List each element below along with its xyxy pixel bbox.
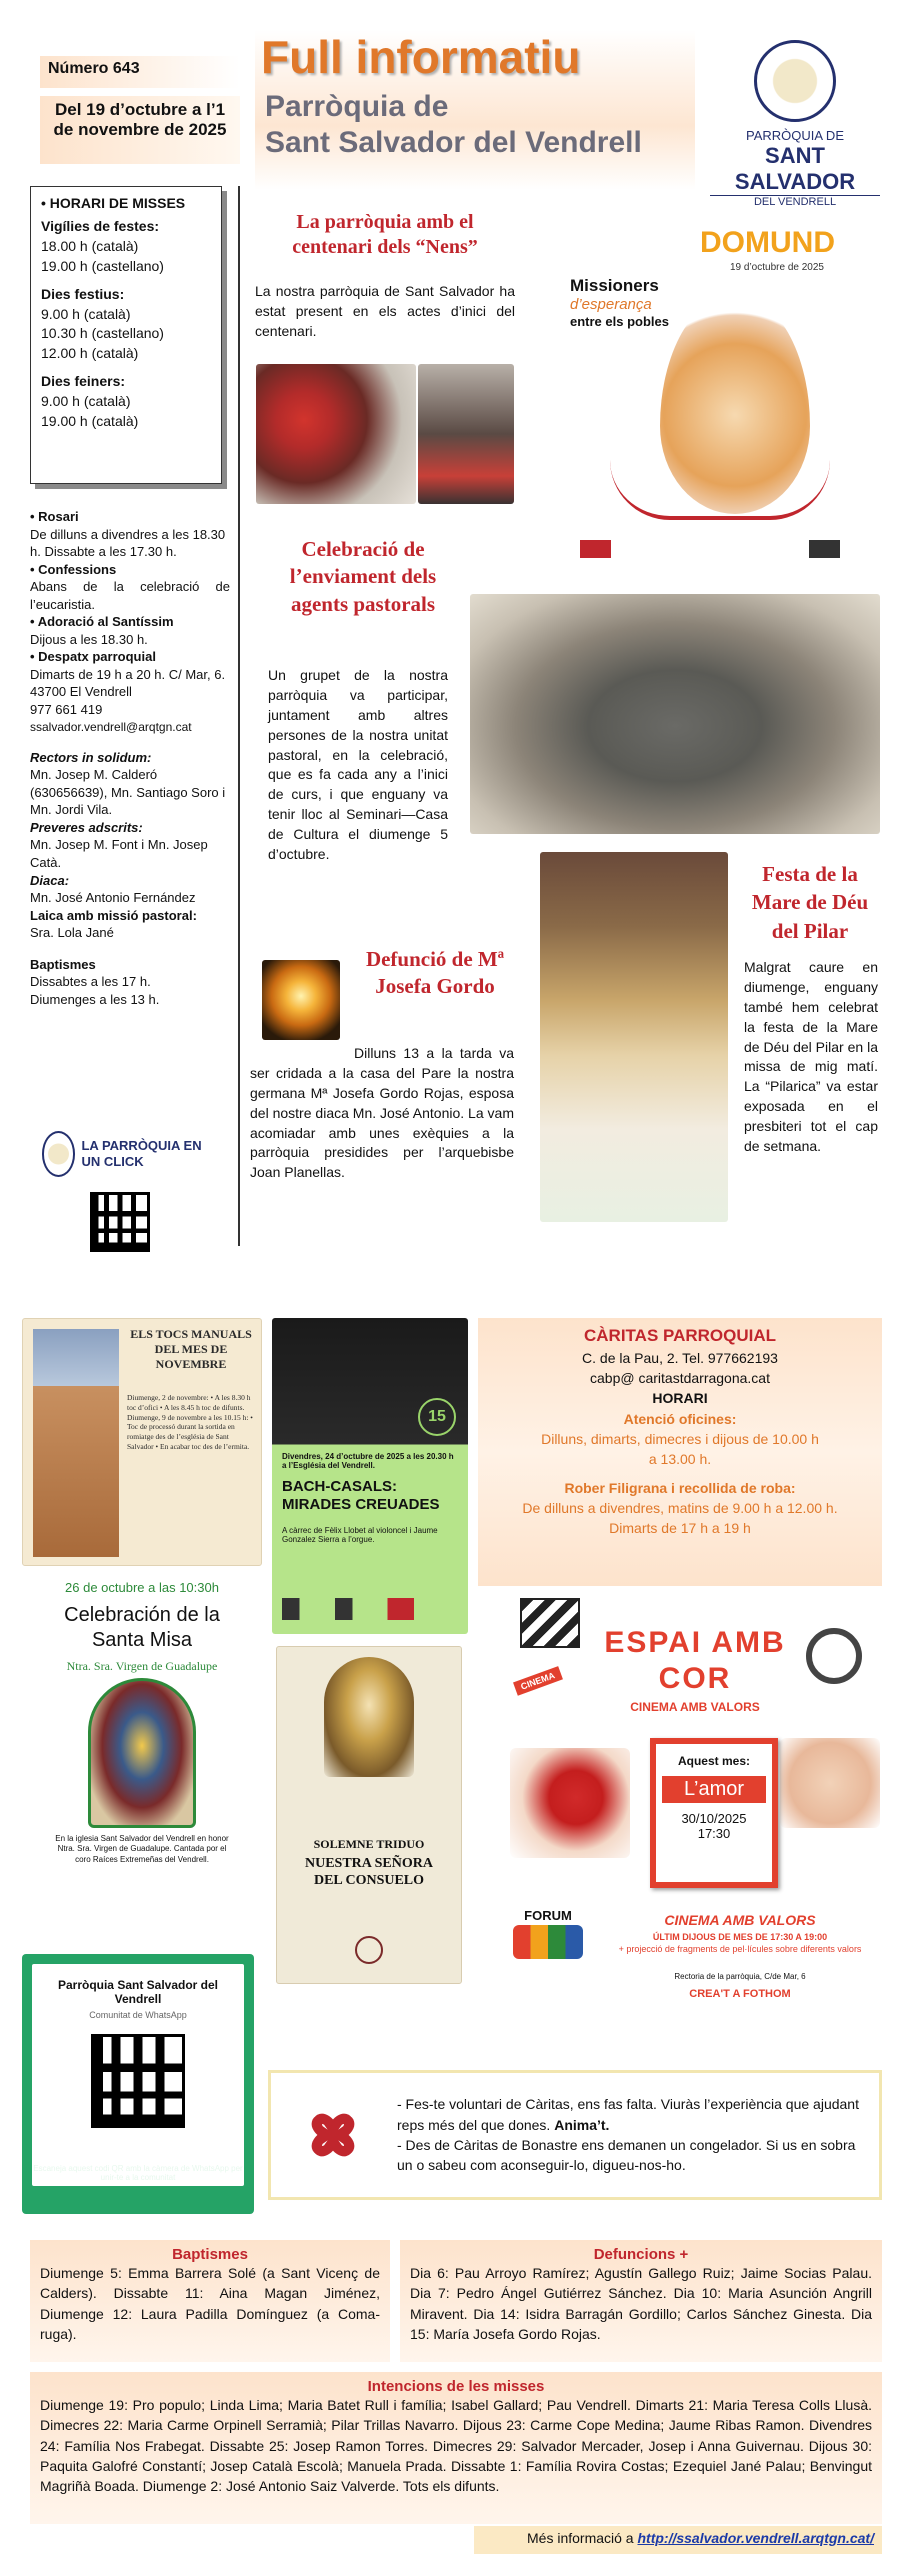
defuncio-title: Defunció de Mª Josefa Gordo bbox=[365, 947, 505, 999]
caritas-atencio-text: Dilluns, dimarts, dimecres i dijous de 10.00 h a 13.00 h. bbox=[541, 1430, 819, 1468]
bach-date: Divendres, 24 d’octubre de 2025 a les 20.30 h a l’Església del Vendrell. bbox=[282, 1452, 454, 1470]
vigilies-1: 19.00 h (castellano) bbox=[41, 257, 164, 274]
forum-badge bbox=[506, 1908, 590, 1970]
footer-link-box bbox=[474, 2526, 882, 2554]
bach-logos bbox=[282, 1598, 458, 1620]
clapperboard-icon bbox=[520, 1598, 580, 1648]
click-label: LA PARRÒQUIA EN UN CLICK bbox=[81, 1138, 202, 1169]
bach-text: A càrrec de Fèlix Llobet al violoncel i Jaume Gonzalez Sierra a l’orgue. bbox=[282, 1526, 438, 1544]
caritas-box bbox=[478, 1318, 882, 1586]
caritas-rober-text-2: Dimarts de 17 h a 19 h bbox=[609, 1520, 751, 1537]
domund-logos bbox=[580, 540, 840, 558]
bach-title: BACH-CASALS: MIRADES CREUADES bbox=[282, 1478, 440, 1513]
festius-1: 10.30 h (castellano) bbox=[41, 325, 164, 342]
phone: 977 661 419 bbox=[30, 702, 103, 718]
caritas-address: C. de la Pau, 2. Tel. 977662193 bbox=[582, 1349, 778, 1366]
rectors-text: Mn. Josep M. Calderó (630656639), Mn. Santiago Soro i Mn. Jordi Vila. bbox=[30, 767, 226, 818]
logo-line-3: DEL VENDRELL bbox=[710, 195, 880, 208]
caritas-email[interactable]: cabp@ caritastdarragona.cat bbox=[590, 1370, 770, 1387]
whatsapp-subtitle: Comunitat de WhatsApp bbox=[89, 2010, 187, 2020]
domund-slogan-2: d’esperança bbox=[570, 296, 652, 313]
guadalupe-note: En la iglesia Sant Salvador del Vendrell en honor Ntra. Sra. Virgen de Guadalupe. Cantada por el coro Raíces Extremeñas del Vendrell. bbox=[55, 1834, 229, 1864]
domund-title: DOMUND bbox=[700, 226, 835, 259]
issue-number: Número 643 bbox=[48, 60, 140, 77]
nens-title: La parròquia amb el centenari dels “Nens” bbox=[292, 211, 478, 258]
email-link[interactable]: ssalvador.vendrell@arqtgn.cat bbox=[30, 719, 192, 734]
cinema-bottom-text-2: + projecció de fragments de pel·lícules sobre diferents valors bbox=[618, 1944, 862, 1954]
guadalupe-image bbox=[88, 1678, 196, 1828]
caritas-atencio-label: Atenció oficines: bbox=[623, 1410, 737, 1427]
caritas-rober-label: Rober Filigrana i recollida de roba: bbox=[564, 1479, 796, 1496]
baptismes-label: Baptismes bbox=[30, 956, 96, 972]
intencions-box bbox=[30, 2372, 882, 2524]
guadalupe-date: 26 de octubre a las 10:30h bbox=[65, 1580, 219, 1595]
domund-date: 19 d’octubre de 2025 bbox=[730, 262, 824, 273]
triduo-image bbox=[324, 1657, 414, 1777]
forum-people-icon bbox=[513, 1925, 583, 1959]
diaca-label: Diaca: bbox=[30, 872, 70, 888]
confessions-text: Abans de la celebració de l’eucaristia. bbox=[30, 579, 230, 612]
vigilies-0: 18.00 h (català) bbox=[41, 237, 139, 254]
sidebar-info bbox=[30, 508, 230, 1008]
cinema-bottom-text-1: ÚLTIM DIJOUS DE MES DE 17:30 A 19:00 bbox=[652, 1932, 828, 1942]
baptismes-text-1: Dissabtes a les 17 h. bbox=[30, 974, 151, 990]
domund-slogan-3: entre els pobles bbox=[570, 314, 669, 329]
defuncions-text: Dia 6: Pau Arroyo Ramírez; Agustín Gallego Ruiz; Jaime Socias Palau. Dia 7: Pedro Ángel Gutiérrez Sánchez. Dia 10: Maria Asunción Angrill Miravent. Dia 14: Isidra Barragán Gordillo; Carlos Sánchez Ginesta. Dia 15: María Josefa Gordo Rojas. bbox=[410, 2265, 872, 2342]
cinema-title-1: ESPAI AMB bbox=[604, 1626, 786, 1659]
festius-2: 12.00 h (català) bbox=[41, 345, 139, 362]
feiners-1: 19.00 h (català) bbox=[41, 412, 139, 429]
adoracio-text: Dijous a les 18.30 h. bbox=[30, 631, 148, 647]
triduo-title: SOLEMNE TRIDUO bbox=[313, 1837, 425, 1851]
preveres-label: Preveres adscrits: bbox=[30, 819, 143, 835]
candle-photo bbox=[262, 960, 340, 1040]
intencions-text: Diumenge 19: Pro populo; Linda Lima; Maria Batet Rull i família; Isabel Gallard; Pau Vendrell. Dimarts 21: Maria Teresa Colls Llusà. Dimecres 22: Maria Carme Orpinell Serramià; Pilar Trillas Navarro. Dijous 23: Carme Cope Medina; Jaume Ribas Ramon. Divendres 24: Família Nos Frabegat. Dissabte 25: Josep Ramon Torres. Dimecres 29: Salvador Mercader, Josep i Anna Guivernau. Dijous 30: Paquita Galofré Constantí; Josep Català Escolà; Manuela Prada. Dissabte 1: Família Rovira Costas; Ezequiel Jané Palau; Benvingut Magriñà Boada. Diumenge 2: José Antonio Saiz Valverde. Tots els difunts. bbox=[40, 2397, 872, 2495]
tocs-title: ELS TOCS MANUALS DEL MES DE NOVEMBRE bbox=[130, 1327, 252, 1371]
title-banner bbox=[255, 30, 695, 190]
page-subtitle-1: Parròquia de bbox=[265, 90, 449, 123]
cinema-poster bbox=[500, 1588, 882, 2012]
whatsapp-inner bbox=[32, 1964, 244, 2186]
defuncions-title: Defuncions + bbox=[593, 2246, 689, 2263]
guadalupe-title: Celebración de la Santa Misa bbox=[64, 1604, 220, 1651]
triduo-subtitle: NUESTRA SEÑORA DEL CONSUELO bbox=[305, 1856, 433, 1888]
cinema-bottom-place: Rectoria de la parròquia, C/de Mar, 6 bbox=[674, 1972, 806, 1981]
footer-url[interactable]: http://ssalvador.vendrell.arqtgn.cat/ bbox=[637, 2530, 874, 2546]
defuncions-box bbox=[400, 2240, 882, 2362]
cinema-bottom-title: CINEMA AMB VALORS bbox=[664, 1912, 816, 1928]
cinema-subtitle: CINEMA AMB VALORS bbox=[630, 1700, 760, 1714]
caritas-call-box bbox=[268, 2070, 882, 2200]
issue-dates-box bbox=[40, 96, 240, 164]
preveres-text: Mn. Josep M. Font i Mn. Josep Catà. bbox=[30, 837, 208, 871]
domund-poster bbox=[540, 210, 880, 570]
nens-photo-1 bbox=[256, 364, 416, 504]
agents-text: Un grupet de la nostra parròquia va participar, juntament amb altres persones de la nostra unitat pastoral, en la celebració, que es fa cada any a l’inici de curs, i que enguany va tenir lloc al Seminari—Casa de Cultura el diumenge 5 d’octubre. bbox=[268, 667, 448, 862]
agents-title bbox=[268, 536, 458, 618]
caritas-cross-hearts-icon bbox=[285, 2087, 381, 2183]
nens-text: La nostra parròquia de Sant Salvador ha estat present en els actes d’inici del centenari. bbox=[255, 283, 515, 339]
laica-label: Laica amb missió pastoral: bbox=[30, 907, 197, 923]
vigilies-label: Vigílies de festes: bbox=[41, 218, 160, 234]
whatsapp-note: Escaneja aquest codi QR amb la càmera de WhatsApp per unir-te a la comunitat bbox=[33, 2164, 243, 2182]
whatsapp-qr-code[interactable] bbox=[91, 2034, 185, 2128]
caritas-call-text bbox=[397, 2094, 865, 2175]
nens-photo-2 bbox=[418, 364, 514, 504]
agents-title-text: Celebració de l’enviament dels agents pastorals bbox=[289, 537, 437, 616]
issue-number-box bbox=[40, 56, 240, 88]
film-card bbox=[650, 1738, 778, 1888]
bach-poster bbox=[272, 1318, 468, 1634]
issue-dates: Del 19 d’octubre a l’1 de novembre de 2025 bbox=[53, 100, 227, 140]
whatsapp-title: Parròquia Sant Salvador del Vendrell bbox=[57, 1978, 219, 2006]
caritas-heart-logo-icon bbox=[285, 2087, 381, 2183]
confessions-title: • Confessions bbox=[30, 561, 117, 577]
mass-schedule-title: • HORARI DE MISSES bbox=[41, 195, 186, 211]
heart-hands-image bbox=[510, 1748, 630, 1858]
feiners-label: Dies feiners: bbox=[41, 373, 126, 390]
whatsapp-card[interactable] bbox=[22, 1954, 254, 2214]
page-subtitle-2: Sant Salvador del Vendrell bbox=[265, 126, 642, 159]
laica-text: Sra. Lola Jané bbox=[30, 925, 114, 941]
caritas-rober-text-1: De dilluns a divendres, matins de 9.00 h a 12.00 h. bbox=[522, 1499, 838, 1516]
intencions-title: Intencions de les misses bbox=[367, 2378, 545, 2395]
cinema-badge: CINEMA bbox=[513, 1666, 562, 1695]
parish-seal-small-icon bbox=[42, 1131, 75, 1177]
cinema-title-2: COR bbox=[658, 1662, 732, 1695]
column-divider bbox=[238, 186, 240, 1246]
defuncio-text: Dilluns 13 a la tarda va ser cridada a la casa del Pare la nostra germana Mª Josefa Gordo Rojas, esposa del nostre diaca Mn. José Antonio. La vam acomiadar amb unes exèquies a la parròquia presidides per l’arquebisbe Joan Planellas. bbox=[250, 1045, 514, 1181]
caritas-horaris: HORARI bbox=[652, 1390, 708, 1407]
despatx-title: • Despatx parroquial bbox=[30, 649, 156, 665]
feiners-0: 9.00 h (català) bbox=[41, 393, 131, 409]
rosari-text: De dilluns a divendres a les 18.30 h. Dissabte a les 17.30 h. bbox=[30, 526, 226, 560]
click-qr-code[interactable] bbox=[90, 1192, 150, 1252]
hands-image bbox=[780, 1738, 880, 1828]
triduo-seal-icon bbox=[355, 1936, 383, 1964]
agents-photo bbox=[470, 594, 880, 834]
despatx-text: Dimarts de 19 h a 20 h. C/ Mar, 6. 43700 El Vendrell bbox=[30, 666, 226, 700]
baptismes-text: Diumenge 5: Emma Barrera Solé (a Sant Vicenç de Calders). Dissabte 11: Aina Magan Jiménez, Diumenge 12: Laura Padilla Domínguez (a Coma-ruga). bbox=[40, 2265, 380, 2342]
mass-schedule-box bbox=[30, 186, 222, 484]
forum-label: FORUM bbox=[524, 1908, 572, 1923]
rectors-label: Rectors in solidum: bbox=[30, 749, 152, 765]
guadalupe-poster bbox=[22, 1580, 262, 1912]
caritas-call-text-2: - Des de Càritas de Bonastre ens demanen un congelador. Si us en sobra un o sabeu com aconseguir-lo, digueu-nos-ho. bbox=[397, 2137, 856, 2174]
domund-hand-icon bbox=[610, 460, 830, 520]
bell-tower-illustration bbox=[33, 1329, 119, 1557]
baptismes-text-2: Diumenges a les 13 h. bbox=[30, 991, 160, 1007]
footer-label: Més informació a bbox=[527, 2530, 634, 2546]
triduo-poster bbox=[276, 1646, 462, 1984]
baptismes-box bbox=[30, 2240, 390, 2362]
cinema-date: 30/10/2025 bbox=[681, 1811, 747, 1826]
logo-line-1: PARRÒQUIA DE bbox=[745, 128, 844, 143]
tocs-text: Diumenge, 2 de novembre: • A les 8.30 h toc d’ofici • A les 8.45 h toc de difunts. Diumenge, 9 de novembre a les 10.15 h: • Toc de processó durant la sortida en romiatge des de l’església de Sant Salvador • En acabar toc des de l’ermita. bbox=[127, 1393, 253, 1451]
parish-seal-icon bbox=[754, 40, 836, 122]
cinema-time: 17:30 bbox=[697, 1826, 731, 1841]
domund-slogan-1: Missioners bbox=[570, 276, 659, 295]
guadalupe-arc-text: Ntra. Sra. Virgen de Guadalupe bbox=[66, 1659, 218, 1673]
pilar-text: Malgrat caure en diumenge, enguany també hem celebrat la festa de la Mare de Déu del Pilar en la missa de mig matí. La “Pilarica” va estar exposada en el presbiteri tot el cap de setmana. bbox=[744, 959, 878, 1154]
cinema-mes-label: Aquest mes: bbox=[677, 1754, 751, 1768]
caritas-call-anima: Anima’t. bbox=[554, 2116, 610, 2133]
parish-logo bbox=[710, 40, 880, 210]
cinema-bottom-slogan: CREA'T A FOTHOM bbox=[689, 1988, 791, 2000]
tocs-poster bbox=[22, 1318, 262, 1566]
logo-line-2: SANT SALVADOR bbox=[734, 143, 856, 194]
pilar-photo bbox=[540, 852, 728, 1222]
page-title: Full informatiu bbox=[261, 31, 581, 83]
pilar-title: Festa de la Mare de Déu del Pilar bbox=[751, 862, 869, 943]
diaca-text: Mn. José Antonio Fernández bbox=[30, 890, 196, 906]
festius-label: Dies festius: bbox=[41, 285, 125, 302]
rosari-title: • Rosari bbox=[30, 509, 79, 524]
bach-badge bbox=[418, 1398, 456, 1436]
film-reel-icon bbox=[806, 1628, 862, 1684]
baptismes-title: Baptismes bbox=[172, 2246, 248, 2263]
caritas-title: CÀRITAS PARROQUIAL bbox=[583, 1326, 777, 1345]
click-badge[interactable] bbox=[42, 1126, 212, 1182]
bach-badge-number: 15 bbox=[428, 1408, 446, 1425]
cinema-film: L’amor bbox=[662, 1776, 766, 1803]
caritas-call-text-1: - Fes-te voluntari de Càritas, ens fas falta. Viuràs l’experiència que ajudant reps més del que dones. bbox=[397, 2096, 859, 2133]
adoracio-title: • Adoració al Santíssim bbox=[30, 614, 174, 630]
festius-0: 9.00 h (català) bbox=[41, 305, 131, 322]
